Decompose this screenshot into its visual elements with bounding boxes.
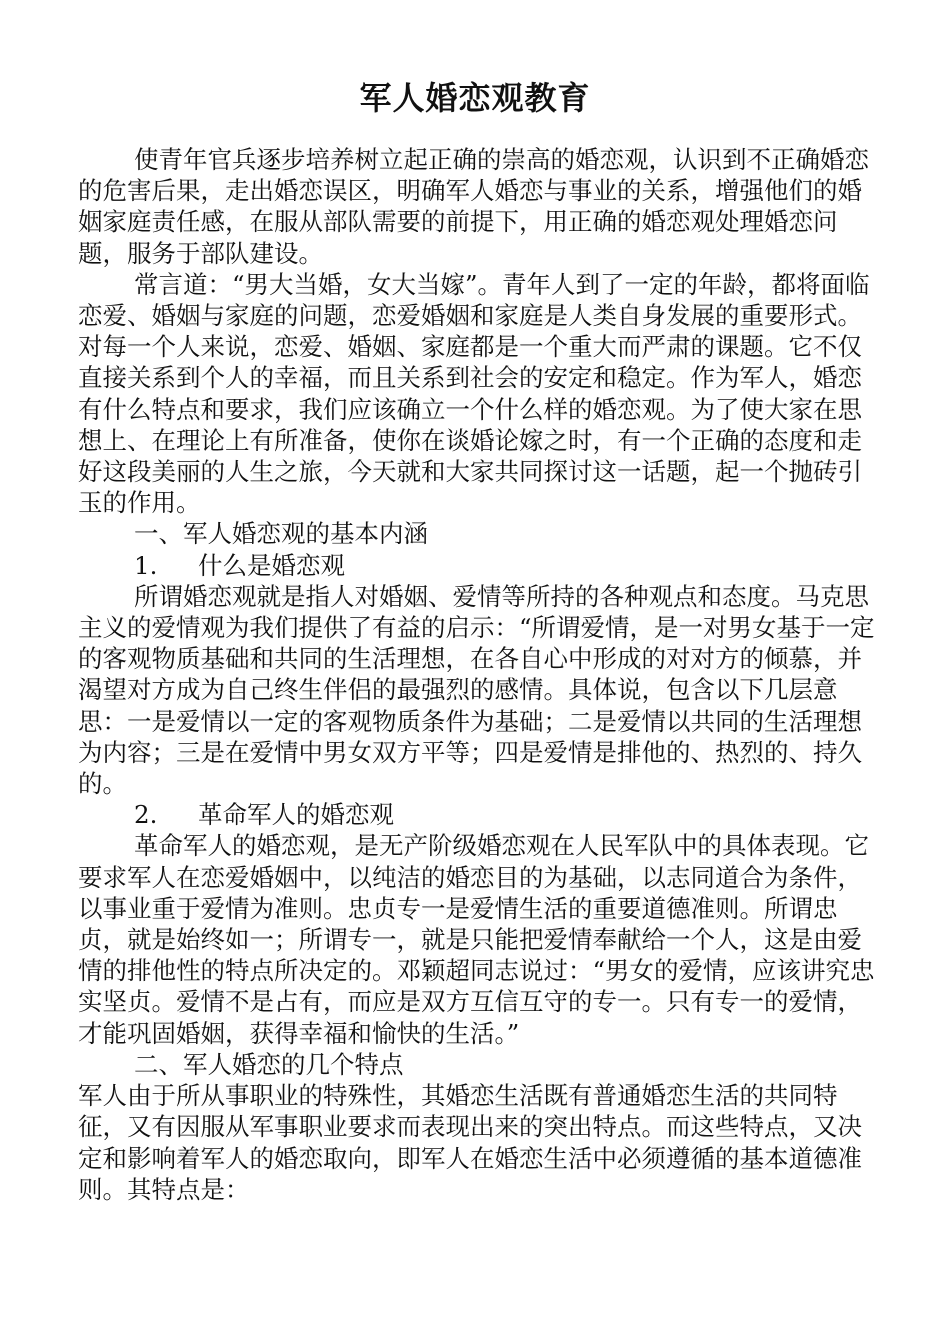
document-body [78, 144, 878, 1205]
subsection-heading-1-2 [78, 799, 878, 830]
revolutionary-view-paragraph: 革命军人的婚恋观，是无产阶级婚恋观在人民军队中的具体表现。它要求军人在恋爱婚姻中，以纯洁的婚恋目的为基础，以志同道合为条件，以事业重于爱情为准则。忠贞专一是爱情生活的重要道德准则。所谓忠贞，就是始终如一；所谓专一，就是只能把爱情奉献给一个人，这是由爱情的排他性的特点所决定的。邓颖超同志说过：“男女的爱情，应该讲究忠实坚贞。爱情不是占有，而应是双方互信互守的专一。只有专一的爱情，才能巩固婚姻，获得幸福和愉快的生活。” [78, 831, 875, 1048]
subsection-heading-1-1 [78, 550, 878, 581]
subsection-number: 2. [134, 800, 158, 830]
section-heading-2: 二、军人婚恋的几个特点 [134, 1049, 404, 1079]
subsection-number: 1. [134, 550, 158, 580]
characteristics-paragraph: 军人由于所从事职业的特殊性，其婚恋生活既有普通婚恋生活的共同特征，又有因服从军事职业要求而表现出来的突出特点。而这些特点，又决定和影响着军人的婚恋取向，即军人在婚恋生活中必须遵循的基本道德准则。其特点是： [78, 1081, 862, 1204]
definition-paragraph: 所谓婚恋观就是指人对婚姻、爱情等所持的各种观点和态度。马克思主义的爱情观为我们提供了有益的启示：“所谓爱情，是一对男女基于一定的客观物质基础和共同的生活理想，在各自心中形成的对对方的倾慕，并渴望对方成为自己终生伴侣的最强烈的感情。具体说，包含以下几层意思：一是爱情以一定的客观物质条件为基础；二是爱情以共同的生活理想为内容；三是在爱情中男女双方平等；四是爱情是排他的、热烈的、持久的。 [78, 581, 875, 799]
context-paragraph: 常言道：“男大当婚，女大当嫁”。青年人到了一定的年龄，都将面临恋爱、婚姻与家庭的问题，恋爱婚姻和家庭是人类自身发展的重要形式。对每一个人来说，恋爱、婚姻、家庭都是一个重大而严肃的课题。它不仅直接关系到个人的幸福，而且关系到社会的安定和稳定。作为军人，婚恋有什么特点和要求，我们应该确立一个什么样的婚恋观。为了使大家在思想上、在理论上有所准备，使你在谈婚论嫁之时，有一个正确的态度和走好这段美丽的人生之旅，今天就和大家共同探讨这一话题，起一个抛砖引玉的作用。 [78, 269, 870, 518]
section-heading-1: 一、军人婚恋观的基本内涵 [134, 519, 428, 549]
subsection-title: 什么是婚恋观 [198, 550, 345, 580]
subsection-title: 革命军人的婚恋观 [198, 800, 394, 830]
page-title: 军人婚恋观教育 [359, 79, 591, 117]
intro-paragraph: 使青年官兵逐步培养树立起正确的崇高的婚恋观，认识到不正确婚恋的危害后果，走出婚恋误区，明确军人婚恋与事业的关系，增强他们的婚姻家庭责任感，在服从部队需要的前提下，用正确的婚恋观处理婚恋问题，服务于部队建设。 [78, 145, 869, 268]
